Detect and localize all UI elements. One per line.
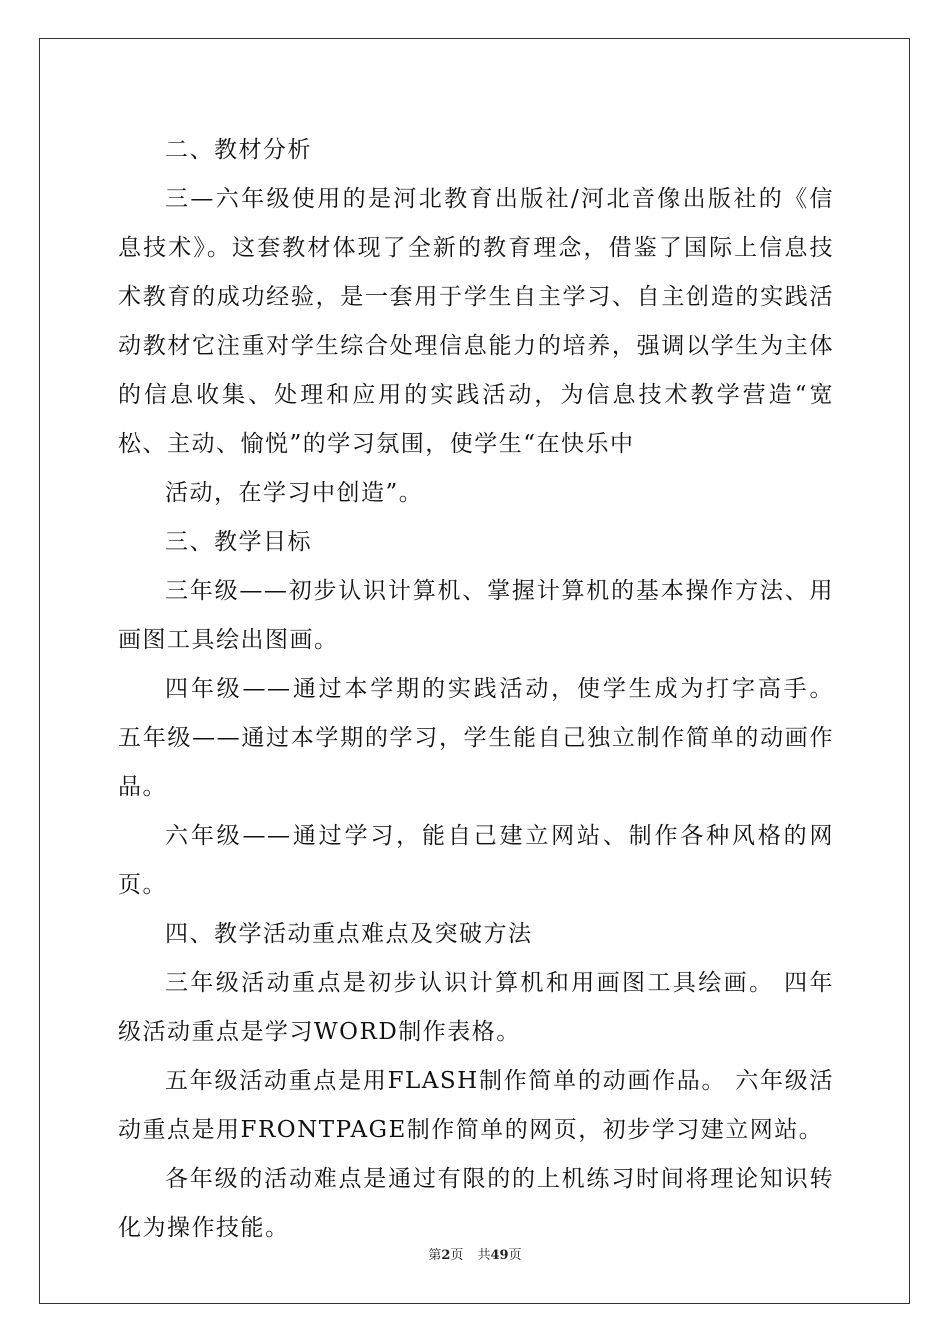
paragraph-difficulties: 各年级的活动难点是通过有限的的上机练习时间将理论知识转化为操作技能。: [118, 1166, 834, 1241]
paragraph-goal-grade-4-5: 四年级——通过本学期的实践活动，使学生成为打字高手。 五年级——通过本学期的学习，学生能自己独立制作简单的动画作品。: [118, 676, 834, 800]
page-prefix: 第: [428, 1248, 442, 1263]
page-number: 2: [441, 1248, 451, 1263]
paragraph-textbook-description-end: 活动，在学习中创造”。: [165, 480, 424, 506]
paragraph-goal-grade-3: 三年级——初步认识计算机、掌握计算机的基本操作方法、用画图工具绘出图画。: [118, 578, 834, 653]
document-body: [118, 126, 834, 1253]
total-pages: 49: [490, 1248, 509, 1263]
section-heading-teaching-goals: 三、教学目标: [165, 529, 312, 555]
paragraph-textbook-description: 三—六年级使用的是河北教育出版社/河北音像出版社的《信息技术》。这套教材体现了全新的教育理念，借鉴了国际上信息技术教育的成功经验，是一套用于学生自主学习、自主创造的实践活动教材它注重对学生综合处理信息能力的培养，强调以学生为主体的信息收集、处理和应用的实践活动，为信息技术教学营造“宽松、主动、愉悦”的学习氛围，使学生“在快乐中: [118, 186, 834, 457]
page-footer: [0, 1246, 950, 1266]
page-suffix: 页: [450, 1248, 464, 1263]
total-prefix: 共: [477, 1248, 491, 1263]
section-heading-key-points: 四、教学活动重点难点及突破方法: [165, 921, 533, 947]
paragraph-goal-grade-6: 六年级——通过学习，能自己建立网站、制作各种风格的网页。: [118, 823, 834, 898]
paragraph-key-points-grade-5-6: 五年级活动重点是用FLASH制作简单的动画作品。 六年级活动重点是用FRONTPAGE制作简单的网页，初步学习建立网站。: [118, 1068, 834, 1143]
total-suffix: 页: [508, 1248, 522, 1263]
section-heading-textbook-analysis: 二、教材分析: [165, 137, 312, 163]
paragraph-key-points-grade-3-4: 三年级活动重点是初步认识计算机和用画图工具绘画。 四年级活动重点是学习WORD制作表格。: [118, 970, 834, 1045]
